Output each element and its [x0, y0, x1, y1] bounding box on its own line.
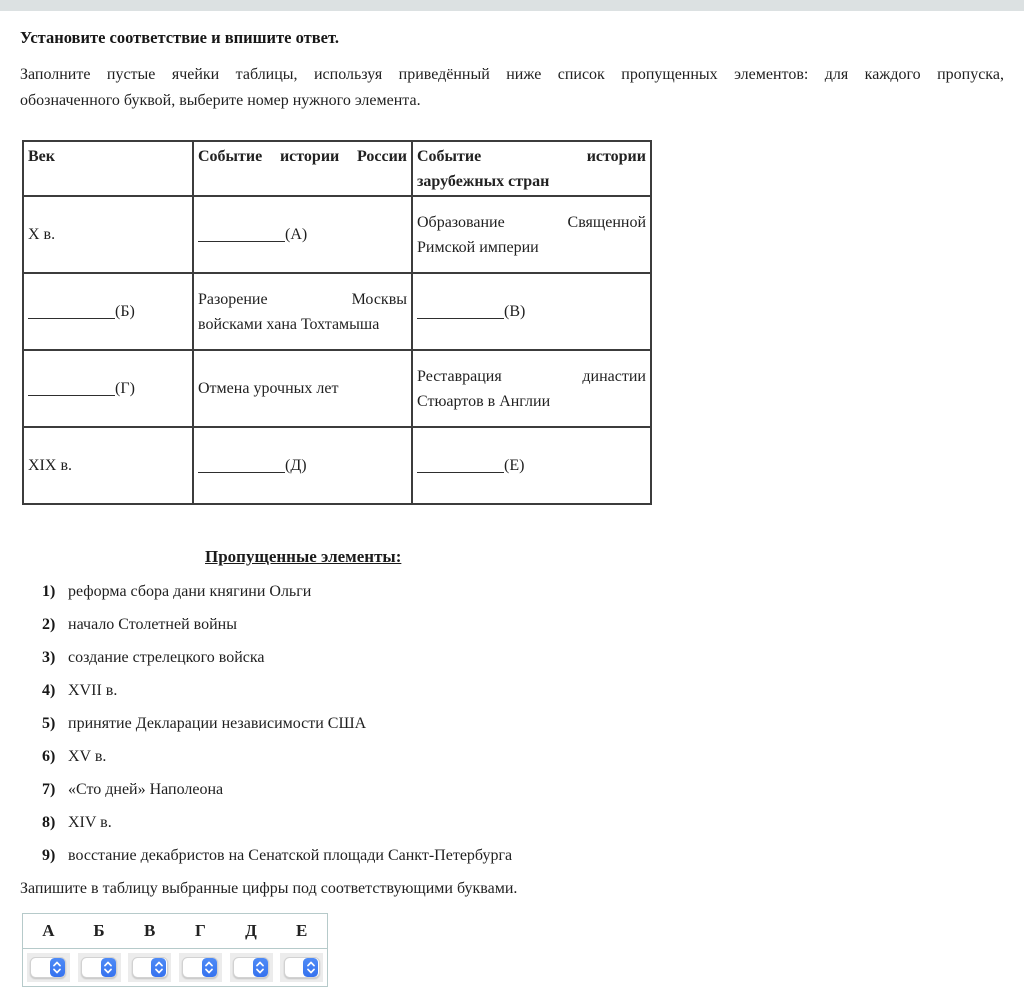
cell-holy-roman-empire: Образование Священной Римской империи	[412, 196, 651, 273]
blank-underline	[417, 307, 504, 319]
list-item-number: 7)	[42, 781, 56, 798]
cell-urochnye-leta: Отмена урочных лет	[193, 350, 412, 427]
answer-table-inputs-row	[23, 949, 327, 986]
answer-select-b[interactable]	[81, 957, 117, 978]
answer-select-d[interactable]	[233, 957, 269, 978]
select-field-background	[179, 953, 222, 982]
blank-underline	[28, 307, 115, 319]
select-field-background	[27, 953, 70, 982]
cell-century-xix: XIX в.	[23, 427, 193, 504]
list-item-7	[20, 779, 1004, 800]
instruction-text	[20, 62, 1004, 114]
list-item-number: 9)	[42, 847, 56, 864]
list-item-text: XVII в.	[68, 682, 118, 699]
events-table-header-row	[23, 141, 651, 196]
answer-cell-v	[124, 953, 175, 982]
col-header-century: Век	[23, 141, 193, 196]
missing-elements-list	[20, 581, 1004, 866]
answer-cell-d	[226, 953, 277, 982]
list-item-1	[20, 581, 1004, 602]
blank-cell-e	[412, 427, 651, 504]
list-item-text: принятие Декларации независимости США	[68, 715, 367, 732]
blank-letter-g: (Г)	[115, 380, 135, 397]
list-item-text: восстание декабристов на Сенатской площади Санкт-Петербурга	[68, 847, 513, 864]
blank-cell-b	[23, 273, 193, 350]
answer-letter-e: Е	[296, 921, 308, 940]
answer-table-header	[23, 914, 327, 949]
blank-cell-a	[193, 196, 412, 273]
events-table	[22, 140, 652, 505]
col-header-foreign-event: Событие истории зарубежных стран	[412, 141, 651, 196]
answer-letter-v: В	[144, 921, 156, 940]
list-item-number: 8)	[42, 814, 56, 831]
question-title: Установите соответствие и впишите ответ.	[20, 28, 339, 47]
stepper-arrows-icon	[50, 958, 65, 977]
stepper-arrows-icon	[202, 958, 217, 977]
list-item-number: 3)	[42, 649, 56, 666]
col-header-russia-event: Событие истории России	[193, 141, 412, 196]
list-item-5	[20, 713, 1004, 734]
answer-cell-g	[175, 953, 226, 982]
answer-letter-a: А	[42, 921, 55, 940]
answer-letter-b: Б	[93, 921, 105, 940]
answer-select-a[interactable]	[30, 957, 66, 978]
blank-underline	[417, 461, 504, 473]
instruction-line-2: обозначенного буквой, выберите номер нужного элемента.	[20, 92, 421, 109]
stepper-arrows-icon	[101, 958, 116, 977]
list-item-9	[20, 845, 1004, 866]
answer-letter-d: Д	[245, 921, 257, 940]
top-divider-bar	[0, 0, 1024, 11]
blank-cell-d	[193, 427, 412, 504]
cell-tokhtamysh: Разорение Москвы войсками хана Тохтамыша	[193, 273, 412, 350]
cell-stuart-restoration: Реставрация династии Стюартов в Англии	[412, 350, 651, 427]
blank-letter-e: (Е)	[504, 457, 525, 474]
question-content	[0, 28, 1024, 987]
answer-table	[22, 913, 328, 987]
blank-cell-v	[412, 273, 651, 350]
list-item-text: создание стрелецкого войска	[68, 649, 265, 666]
blank-underline	[28, 384, 115, 396]
stepper-arrows-icon	[253, 958, 268, 977]
list-item-number: 2)	[42, 616, 56, 633]
list-item-text: «Сто дней» Наполеона	[68, 781, 224, 798]
answer-select-g[interactable]	[182, 957, 218, 978]
answer-select-v[interactable]	[132, 957, 168, 978]
blank-cell-g	[23, 350, 193, 427]
answer-cell-a	[23, 953, 74, 982]
cell-century-x: X в.	[23, 196, 193, 273]
select-field-background	[128, 953, 171, 982]
blank-letter-d: (Д)	[285, 457, 307, 474]
list-item-8	[20, 812, 1004, 833]
table-row-4	[23, 427, 651, 504]
answer-cell-b	[74, 953, 125, 982]
blank-letter-v: (В)	[504, 303, 526, 320]
list-item-text: XIV в.	[68, 814, 112, 831]
select-field-background	[280, 953, 323, 982]
blank-underline	[198, 230, 285, 242]
list-item-4	[20, 680, 1004, 701]
blank-underline	[198, 461, 285, 473]
table-row-1	[23, 196, 651, 273]
list-item-6	[20, 746, 1004, 767]
answer-cell-e	[276, 953, 327, 982]
answer-letter-g: Г	[194, 921, 206, 940]
select-field-background	[230, 953, 273, 982]
list-item-text: реформа сбора дани княгини Ольги	[68, 583, 312, 600]
list-item-number: 1)	[42, 583, 56, 600]
blank-letter-a: (А)	[285, 226, 308, 243]
write-instruction: Запишите в таблицу выбранные цифры под соответствующими буквами.	[20, 880, 518, 897]
list-item-text: начало Столетней войны	[68, 616, 237, 633]
list-item-number: 6)	[42, 748, 56, 765]
answer-select-e[interactable]	[284, 957, 320, 978]
list-item-2	[20, 614, 1004, 635]
list-item-text: XV в.	[68, 748, 107, 765]
stepper-arrows-icon	[303, 958, 318, 977]
select-field-background	[78, 953, 121, 982]
stepper-arrows-icon	[151, 958, 166, 977]
list-item-number: 5)	[42, 715, 56, 732]
instruction-line-1: Заполните пустые ячейки таблицы, используя приведённый ниже список пропущенных элементов: для каждого пропуска,	[20, 66, 1004, 83]
missing-elements-heading: Пропущенные элементы:	[205, 547, 402, 566]
list-item-number: 4)	[42, 682, 56, 699]
blank-letter-b: (Б)	[115, 303, 135, 320]
table-row-3	[23, 350, 651, 427]
list-item-3	[20, 647, 1004, 668]
table-row-2	[23, 273, 651, 350]
